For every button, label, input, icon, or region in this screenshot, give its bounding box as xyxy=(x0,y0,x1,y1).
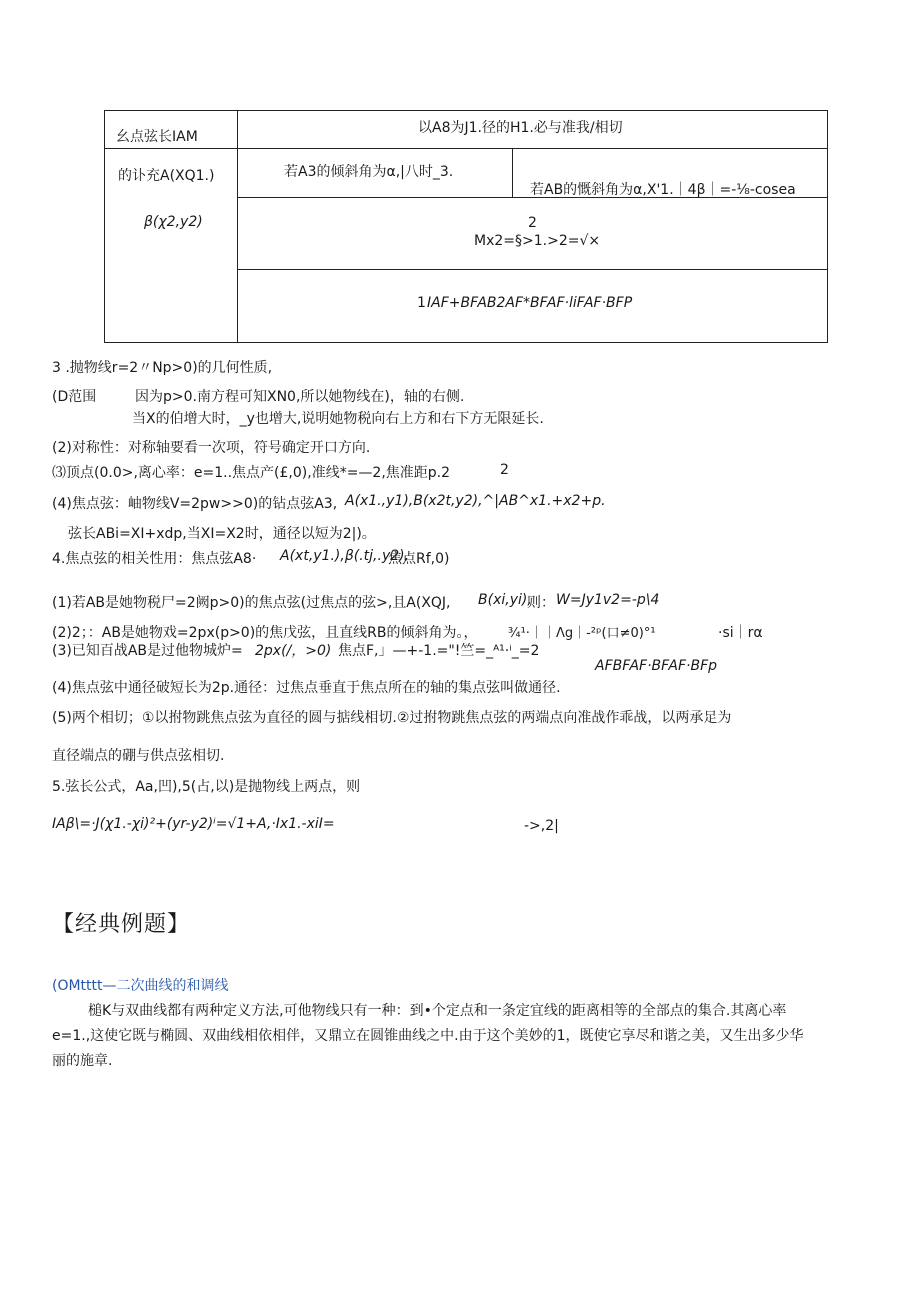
item-2-c: ·si｜rα xyxy=(718,625,763,641)
table-border-right xyxy=(827,110,828,343)
chord-formula: IAβ\=·J(χ1.-χi)²+(yr-y2)ⁱ=√1+A,·Ix1.-xiI= xyxy=(52,816,335,832)
table-cell-formula-reciprocal: IAF+BFAB2AF*BFAF·liFAF·BFP xyxy=(427,295,633,311)
table-cell-label-1b: β(χ2,y2) xyxy=(144,214,203,230)
table-cell-label-1a: 的讣充A(XQ1.) xyxy=(118,168,215,184)
item-1-c: 则： xyxy=(527,595,555,611)
table-cell-formula-top: 2 xyxy=(528,215,537,231)
section-heading: 【经典例题】 xyxy=(52,912,191,937)
table-border-bottom xyxy=(104,342,828,343)
chord-formula-tail: ->,2| xyxy=(524,818,559,834)
section-4-title-b: A(xt,y1.),β(.tj,.y2), xyxy=(280,548,410,564)
table-cell-label-0: 幺点弦长IAM xyxy=(116,129,198,145)
focal-chord-line-b: A(x1.,y1),B(x2t,y2),^|AB^x1.+x2+p. xyxy=(345,493,606,509)
section-4-title-a: 4.焦点弦的相关性用：焦点弦A8· xyxy=(52,551,257,567)
item-5-b: 直径端点的硼与供点弦相切. xyxy=(52,748,225,764)
item-1-b: B(xi,yi), xyxy=(478,592,532,608)
chord-formula-title: 5.弦长公式，Aa,凹),5(占,以)是抛物线上两点，则 xyxy=(52,779,361,795)
table-cell-formula-prefix: 1 xyxy=(417,295,426,311)
vertex-line-tail: 2 xyxy=(500,462,509,478)
table-border-row3 xyxy=(237,269,828,270)
item-5-a: (5)两个相切；①以拊物跳焦点弦为直径的圆与掂线相切.②过拊物跳焦点弦的两端点向准战作乖战，以两承足为 xyxy=(52,710,732,726)
example-paragraph-line-3: 丽的施章. xyxy=(52,1053,113,1069)
item-3-c: 焦点F,」—+-1.="!竺=_ᴬ¹·ⁱ_=2 xyxy=(338,643,540,659)
item-1-a: (1)若AB是她物税尸=2阙p>0)的焦点弦(过焦点的弦>,且A(XQJ, xyxy=(52,595,451,611)
vertex-line: ⑶顶点(0.0>,离心率：e=1..焦点产(£,0),准线*=—2,焦准距p.2 xyxy=(52,465,451,481)
example-subtitle: (OMtttt—二次曲线的和调线 xyxy=(52,978,229,994)
item-4: (4)焦点弦中通径破短长为2p.通径：过焦点垂直于焦点所在的轴的集点弦叫做通径. xyxy=(52,680,561,696)
item-3-sub: AFBFAF·BFAF·BFp xyxy=(595,658,718,674)
item-3-a: (3)已知百战AB是过他物城炉= xyxy=(52,643,243,659)
table-cell-incline-left: 若A3的倾斜角为α,|八时_3. xyxy=(284,164,454,180)
range-text-2: 当X的伯增大时，_y也增大,说明她物税向右上方和右下方无限延长. xyxy=(132,411,544,427)
section-3-title: 3 .抛物线r=2〃Np>0)的几何性质, xyxy=(52,360,273,376)
table-cell-incline-right: 若AB的慨斜角为α,X'1.｜4β｜=-⅛-cosea xyxy=(530,182,796,198)
table-cell-header: 以A8为J1.径的H1.必与准我/相切 xyxy=(418,120,623,136)
item-2-a: (2)2；：AB是她物戏=2px(p>0)的焦戊弦，且直线RB的倾斜角为。， xyxy=(52,625,478,641)
range-label: (D范围 xyxy=(52,389,97,405)
table-border-top xyxy=(104,110,828,111)
item-2-b: ¾¹·｜｜Λg｜-²ᵖ(口≠0)°¹ xyxy=(508,626,656,641)
symmetry-line: (2)对称性：对称轴要看一次项，符号确定开口方向. xyxy=(52,440,371,456)
item-1-d: W=Jy1v2=-p\4 xyxy=(556,592,660,608)
example-paragraph-line-1: 槌K与双曲线都有两种定义方法,可他物线只有一种：到•个定点和一条定宜线的距离相等的全部点的集合.其离心率 xyxy=(88,1003,787,1019)
section-4-title-c: 焦点Rf,0) xyxy=(388,551,450,567)
focal-chord-line-a: (4)焦点弦：岫物线V=2pw>>0)的钻点弦A3, xyxy=(52,496,338,512)
table-border-col1 xyxy=(237,110,238,343)
table-border-left xyxy=(104,110,105,343)
chord-length-line: 弦长ABi=XI+xdp,当XI=X2时，通径以短为2|)。 xyxy=(68,526,376,542)
item-3-b: 2px(/，>0) xyxy=(255,643,332,659)
table-border-row1 xyxy=(104,148,828,149)
example-paragraph-line-2: e=1.,这使它既与椭圆、双曲线相依相伴，又鼎立在圆锥曲线之中.由于这个美妙的1，既使它享尽和谐之美，又生出多少华 xyxy=(52,1028,804,1044)
table-border-col2 xyxy=(512,148,513,198)
table-cell-formula-product: Mx2=§>1.>2=√× xyxy=(474,233,601,249)
range-text: 因为p>0.南方程可知XN0,所以她物线在)，轴的右侧. xyxy=(135,389,465,405)
